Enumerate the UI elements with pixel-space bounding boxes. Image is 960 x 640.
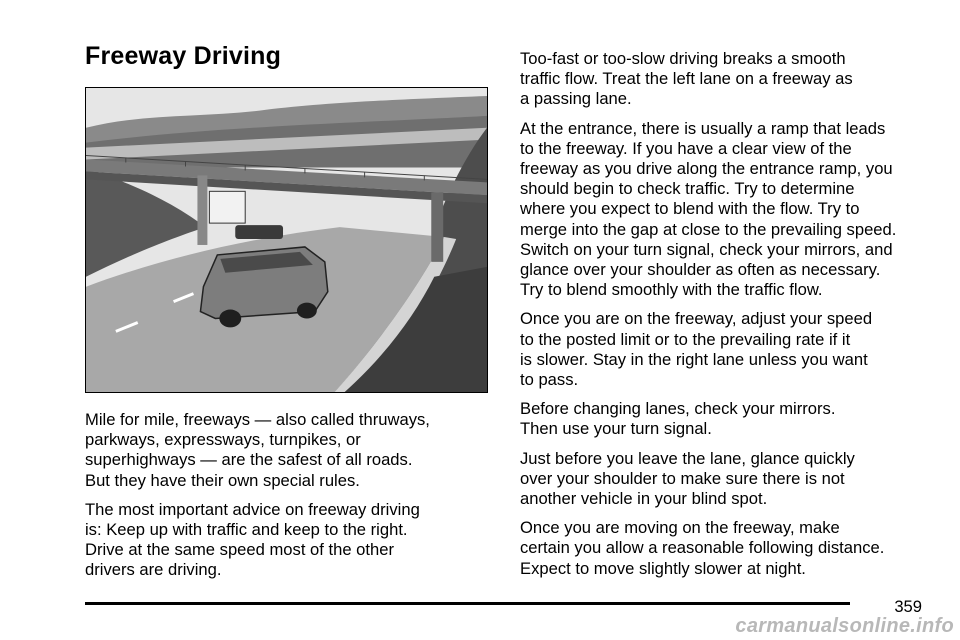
illustration-drawing (86, 88, 487, 392)
road-sign (209, 191, 245, 223)
page-number: 359 (894, 597, 922, 616)
paragraph: At the entrance, there is usually a ramp that leads to the freeway. If you have a clear view of the freeway as you drive along the entrance ramp, you should begin to check traffic. Try to determine where you expect to blend with the flow. Try to merge into the gap at close to the prevailing speed. Switch on your turn signal, check your mirrors, and glance over your shoulder as often as necessary. Try to blend smoothly with the traffic flow. (520, 118, 897, 300)
paragraph: Mile for mile, freeways — also called thruways, parkways, expressways, turnpikes, or superhighways — are the safest of all roads. But they have their own special rules. (85, 410, 430, 490)
paragraph: Too-fast or too-slow driving breaks a smooth traffic flow. Treat the left lane on a freeway as a passing lane. (520, 49, 853, 109)
watermark-text: carmanualsonline.info (735, 615, 954, 637)
paragraph: Before changing lanes, check your mirrors. Then use your turn signal. (520, 399, 836, 439)
suv-rear-wheel (219, 310, 241, 328)
overpass-pillar-right (431, 192, 443, 262)
paragraph: Once you are moving on the freeway, make certain you allow a reasonable following distance. Expect to move slightly slower at night. (520, 518, 885, 578)
overpass-pillar-left (197, 175, 207, 245)
page-title: Freeway Driving (85, 42, 282, 70)
suv-front-wheel (297, 303, 317, 319)
right-column (520, 49, 930, 588)
paragraph: Once you are on the freeway, adjust your speed to the posted limit or to the prevailing rate if it is slower. Stay in the right lane unless you want to pass. (520, 309, 873, 390)
left-column (85, 410, 495, 590)
paragraph: Just before you leave the lane, glance quickly over your shoulder to make sure there is not another vehicle in your blind spot. (520, 448, 855, 509)
freeway-overpass-illustration (85, 87, 488, 393)
paragraph: The most important advice on freeway driving is: Keep up with traffic and keep to the right. Drive at the same speed most of the other drivers are driving. (85, 499, 420, 580)
far-car (235, 225, 283, 239)
footer-rule (85, 602, 850, 605)
